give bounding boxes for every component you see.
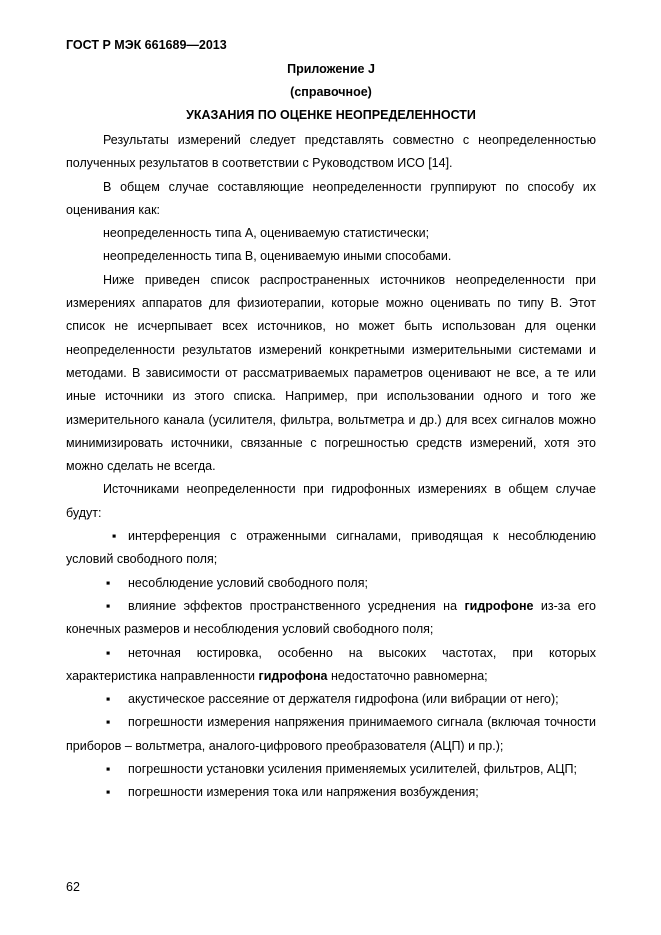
- paragraph: Ниже приведен список распространенных источников неопределенности при измерениях аппаратов для физиотерапии, которые можно оценивать по типу В. Этот список не исчерпывает всех источников, но может быть использован для оценки неопределенности результатов измерений конкретными измерительными системами и методами. В зависимости от рассматриваемых параметров оценивают не все, а те или иные источники из этого списка. Например, при использовании одного и того же измерительного канала (усилителя, фильтра, вольтметра и др.) для всех сигналов можно минимизировать источники, связанные с погрешностью средств измерений, хотя это можно сделать не всегда.: [66, 272, 596, 474]
- bullet-icon: ▪: [106, 645, 111, 660]
- list-item-type-b: неопределенность типа В, оцениваемую иными способами.: [103, 249, 452, 264]
- bullet-item: ▪ погрешности установки усиления применяемых усилителей, фильтров, АЦП;: [66, 758, 596, 781]
- paragraph: Источниками неопределенности при гидрофонных измерениях в общем случае будут:: [66, 482, 596, 520]
- paragraph: Результаты измерений следует представлять совместно с неопределенностью полученных результатов в соответствии с Руководством ИСО [14].: [66, 133, 596, 171]
- bullet-item: ▪ погрешности измерения тока или напряжения возбуждения;: [66, 781, 596, 804]
- bullet-item: ▪ неточная юстировка, особенно на высоких частотах, при которых характеристика направленности гидрофона недостаточно равномерна;: [66, 642, 596, 689]
- bullet-item: ▪ несоблюдение условий свободного поля;: [66, 572, 596, 595]
- document-body: [66, 129, 596, 805]
- bullet-icon: ▪: [106, 762, 111, 777]
- document-header: ГОСТ Р МЭК 661689—2013: [66, 38, 227, 52]
- bullet-icon: ▪: [106, 785, 111, 800]
- appendix-heading: УКАЗАНИЯ ПО ОЦЕНКЕ НЕОПРЕДЕЛЕННОСТИ: [186, 108, 476, 122]
- bullet-item: ▪ влияние эффектов пространственного усреднения на гидрофоне из-за его конечных размеров и несоблюдения условий свободного поля;: [66, 595, 596, 642]
- appendix-title: Приложение J: [287, 62, 375, 76]
- page-number: 62: [66, 880, 80, 894]
- bullet-icon: ▪: [112, 529, 117, 544]
- bullet-icon: ▪: [106, 575, 111, 590]
- appendix-subtitle: (справочное): [290, 85, 372, 99]
- paragraph: В общем случае составляющие неопределенности группируют по способу их оценивания как:: [66, 179, 596, 217]
- bold-term: гидрофона: [258, 668, 328, 683]
- list-item-type-a: неопределенность типа А, оцениваемую статистически;: [103, 226, 430, 241]
- bullet-item: ▪ погрешности измерения напряжения принимаемого сигнала (включая точности приборов – вольтметра, аналого-цифрового преобразователя (АЦП) и пр.);: [66, 711, 596, 758]
- bullet-item: ▪ акустическое рассеяние от держателя гидрофона (или вибрации от него);: [66, 688, 596, 711]
- bold-term: гидрофоне: [464, 598, 534, 613]
- bullet-item: ▪ интерференция с отраженными сигналами, приводящая к несоблюдению условий свободного поля;: [66, 525, 596, 572]
- bullet-icon: ▪: [106, 598, 111, 613]
- bullet-icon: ▪: [106, 715, 111, 730]
- bullet-icon: ▪: [106, 692, 111, 707]
